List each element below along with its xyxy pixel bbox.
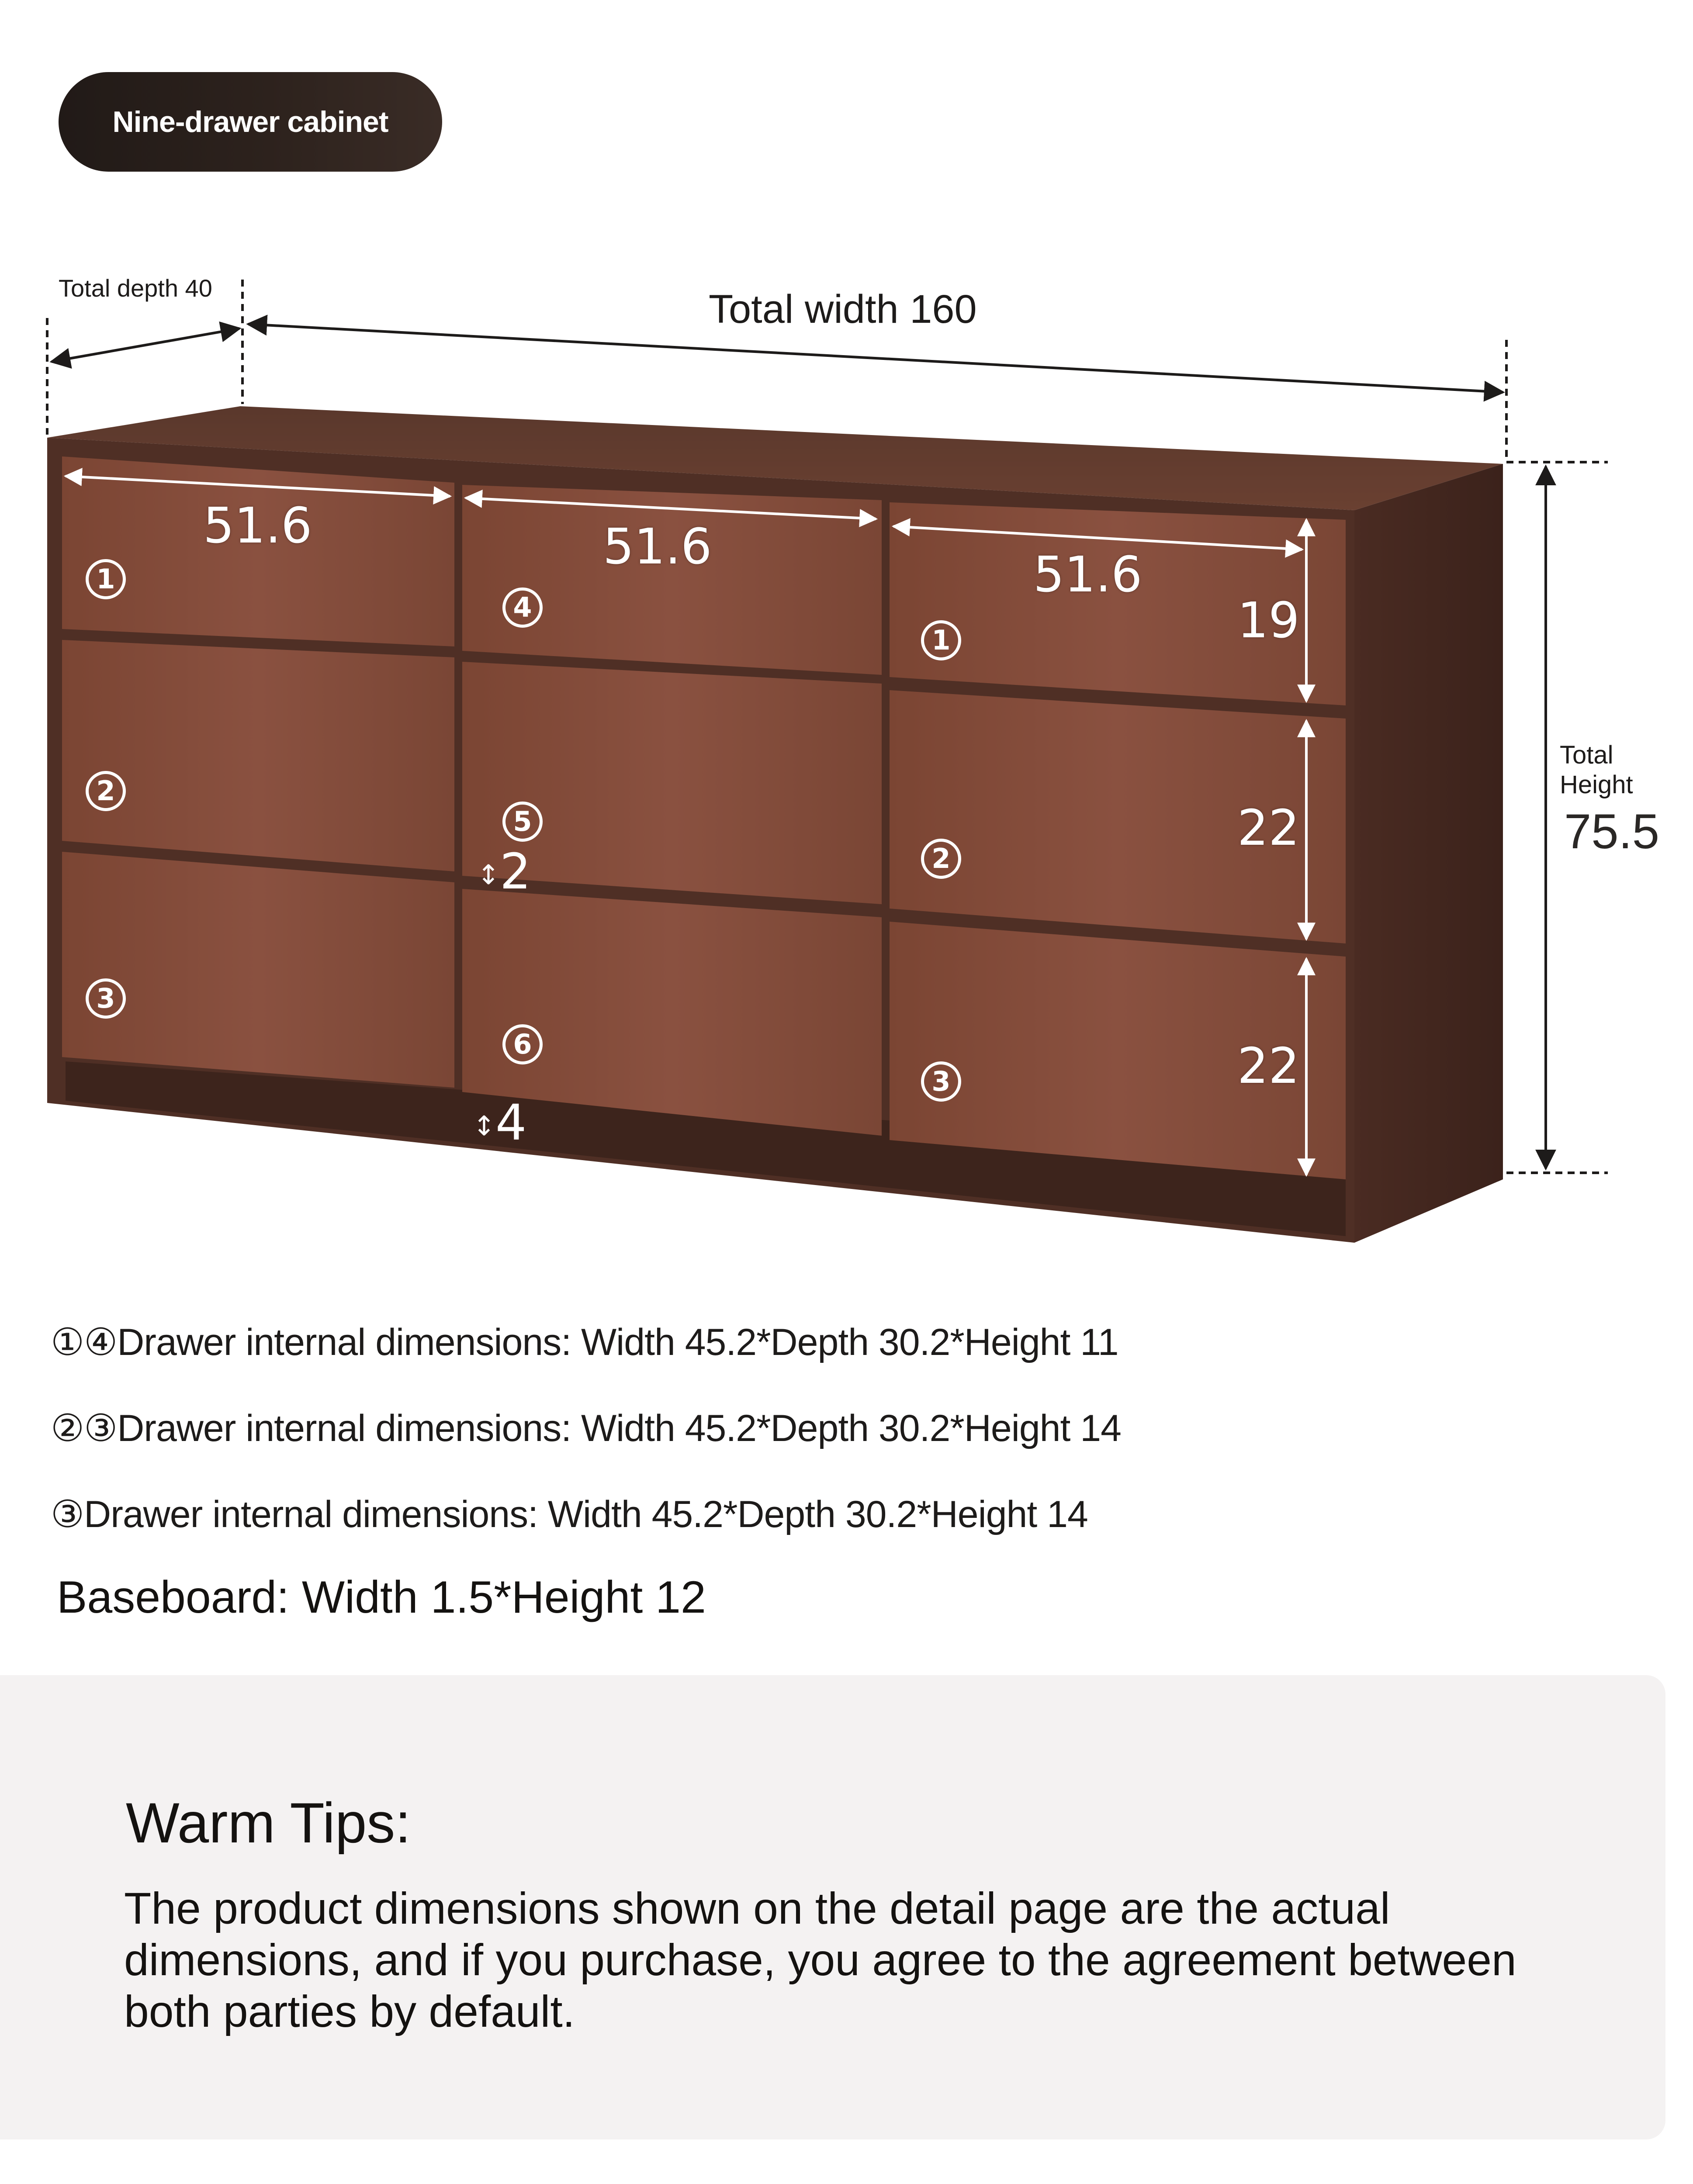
page-title: Nine-drawer cabinet — [112, 105, 388, 138]
spec-line-drawers-2-3: ②③Drawer internal dimensions: Width 45.2*Depth 30.2*Height 14 — [51, 1407, 1121, 1449]
base-gap-value: 4 — [495, 1095, 527, 1151]
total-width-label: Total width 160 — [709, 287, 977, 332]
drawer-number-left-top: 1 — [86, 559, 126, 599]
drawer-number-left-middle: 2 — [86, 771, 126, 811]
total-height-label-line2: Height — [1560, 771, 1633, 799]
drawer-height-row3: 22 — [1237, 1038, 1300, 1095]
gap-arrow-icon: ↕ — [477, 859, 500, 891]
spec-line-drawer-3: ③Drawer internal dimensions: Width 45.2*Depth 30.2*Height 14 — [51, 1493, 1088, 1535]
drawer-number-right-top: 1 — [921, 620, 961, 660]
drawer-number-center-middle: 5 — [502, 802, 543, 842]
warm-tips-title: Warm Tips: — [126, 1791, 411, 1855]
drawer-number-right-bottom: 3 — [921, 1061, 961, 1102]
drawer-center-top — [462, 485, 882, 675]
drawer-gap-value: 2 — [499, 843, 531, 900]
drawer-gap-label — [477, 843, 531, 900]
spec-baseboard: Baseboard: Width 1.5*Height 12 — [57, 1572, 706, 1623]
drawer-left-bottom — [62, 852, 454, 1088]
warm-tips-body: The product dimensions shown on the detail page are the actual dimensions, and if you purchase, you agree to the agreement between both parties by default. — [124, 1883, 1516, 2036]
base-gap-label — [473, 1095, 527, 1151]
drawer-width-col1: 51.6 — [203, 498, 312, 554]
drawer-number-center-top: 4 — [502, 587, 543, 628]
drawer-width-col2: 51.6 — [603, 518, 712, 575]
drawer-number-left-bottom: 3 — [86, 978, 126, 1019]
cabinet-side — [1354, 464, 1503, 1243]
total-height-value: 75.5 — [1564, 804, 1659, 859]
gap-arrow-icon: ↕ — [473, 1110, 495, 1142]
drawer-number-center-bottom: 6 — [502, 1024, 543, 1064]
depth-arrow — [52, 328, 239, 362]
drawer-number-right-middle: 2 — [921, 839, 961, 879]
drawer-height-row2: 22 — [1237, 800, 1300, 857]
width-arrow — [248, 324, 1503, 392]
spec-line-drawers-1-4: ①④Drawer internal dimensions: Width 45.2*Depth 30.2*Height 11 — [51, 1321, 1118, 1363]
total-height-label-line1: Total — [1560, 741, 1613, 769]
drawer-height-row1: 19 — [1237, 592, 1300, 649]
drawer-width-col3: 51.6 — [1033, 546, 1143, 603]
drawer-left-middle — [62, 640, 454, 871]
total-depth-label: Total depth 40 — [59, 274, 212, 302]
